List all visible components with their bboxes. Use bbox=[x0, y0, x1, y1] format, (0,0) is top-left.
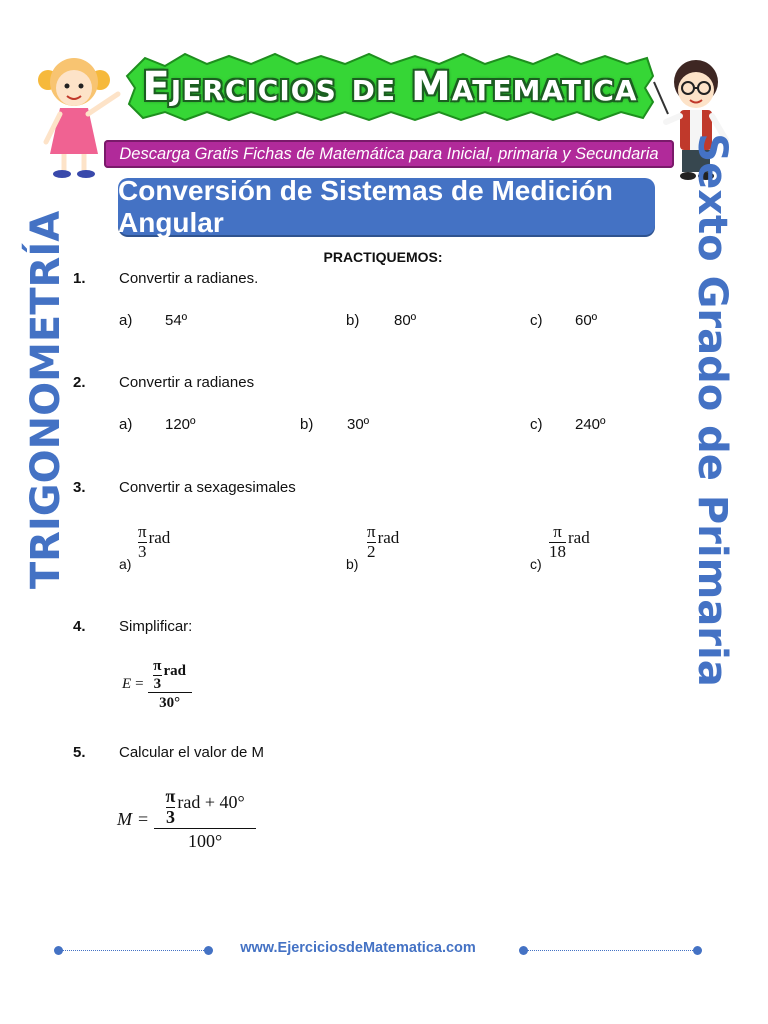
angle-fraction bbox=[367, 523, 399, 561]
fraction-numerator: π bbox=[138, 522, 147, 541]
fraction-numerator: π bbox=[553, 522, 562, 541]
unit-label: rad bbox=[377, 528, 400, 548]
variable-e: E bbox=[122, 676, 132, 693]
page-title: Conversión de Sistemas de Medición Angular bbox=[118, 178, 655, 235]
option-label: c) bbox=[530, 416, 543, 433]
footer-divider-right bbox=[527, 950, 695, 951]
option-value: 54º bbox=[165, 312, 188, 329]
option-value: 80º bbox=[394, 312, 417, 329]
unit-label: rad bbox=[568, 528, 590, 548]
option-label: b) bbox=[300, 416, 314, 433]
variable-m: M bbox=[117, 808, 132, 829]
equation-e bbox=[122, 658, 192, 712]
fraction-denominator: 3 bbox=[138, 541, 147, 561]
exercise-prompt: Convertir a sexagesimales bbox=[119, 479, 296, 496]
fraction-numerator: π bbox=[367, 522, 376, 541]
footer-dot bbox=[204, 946, 213, 955]
fraction-denominator: 3 bbox=[153, 675, 162, 692]
side-title-left: TRIGONOMETRÍA bbox=[23, 210, 69, 590]
fraction-denominator: 30° bbox=[159, 695, 181, 711]
exercise-prompt: Convertir a radianes bbox=[119, 374, 255, 391]
option-label: b) bbox=[346, 312, 360, 329]
exercise-prompt: Convertir a radianes. bbox=[119, 270, 259, 287]
tagline-banner: Descarga Gratis Fichas de Matemática para Inicial, primaria y Secundaria bbox=[104, 140, 674, 168]
exercise-prompt: Simplificar: bbox=[119, 618, 193, 635]
equation-m bbox=[117, 787, 256, 851]
option-label: a) bbox=[119, 416, 133, 433]
option-label: c) bbox=[530, 556, 542, 572]
exercise-number: 1. bbox=[73, 270, 86, 287]
numerator-expression: rad + 40° bbox=[177, 792, 245, 813]
fraction-numerator: π bbox=[165, 786, 176, 806]
option-value: 60º bbox=[575, 312, 598, 329]
option-label: a) bbox=[119, 312, 133, 329]
exercise-number: 2. bbox=[73, 374, 86, 391]
option-value: 30º bbox=[347, 416, 370, 433]
equals-sign: = bbox=[138, 808, 149, 829]
footer-divider-left bbox=[62, 950, 208, 951]
footer-dot bbox=[693, 946, 702, 955]
angle-fraction bbox=[549, 523, 590, 561]
exercise-number: 3. bbox=[73, 479, 86, 496]
exercise-number: 5. bbox=[73, 744, 86, 761]
unit-label: rad bbox=[163, 662, 186, 679]
fraction-denominator: 18 bbox=[549, 541, 566, 561]
equals-sign: = bbox=[135, 676, 144, 693]
exercise-prompt: Calcular el valor de M bbox=[119, 744, 265, 761]
exercise-number: 4. bbox=[73, 618, 86, 635]
brand-logo: Ejercicios de Matematica bbox=[125, 52, 655, 122]
footer-url-link[interactable]: www.EjerciciosdeMatematica.com bbox=[240, 940, 476, 956]
fraction-denominator: 100° bbox=[188, 830, 223, 851]
fraction-denominator: 3 bbox=[165, 806, 175, 827]
option-label: c) bbox=[530, 312, 543, 329]
angle-fraction bbox=[138, 523, 170, 561]
unit-label: rad bbox=[148, 528, 171, 548]
practice-heading: PRACTIQUEMOS: bbox=[323, 249, 443, 265]
fraction-denominator: 2 bbox=[367, 541, 376, 561]
option-label: a) bbox=[119, 556, 132, 572]
option-value: 240º bbox=[575, 416, 606, 433]
option-label: b) bbox=[346, 556, 359, 572]
fraction-numerator: π bbox=[153, 658, 162, 674]
option-value: 120º bbox=[165, 416, 196, 433]
side-title-right: Sexto Grado de Primaria bbox=[689, 133, 735, 687]
